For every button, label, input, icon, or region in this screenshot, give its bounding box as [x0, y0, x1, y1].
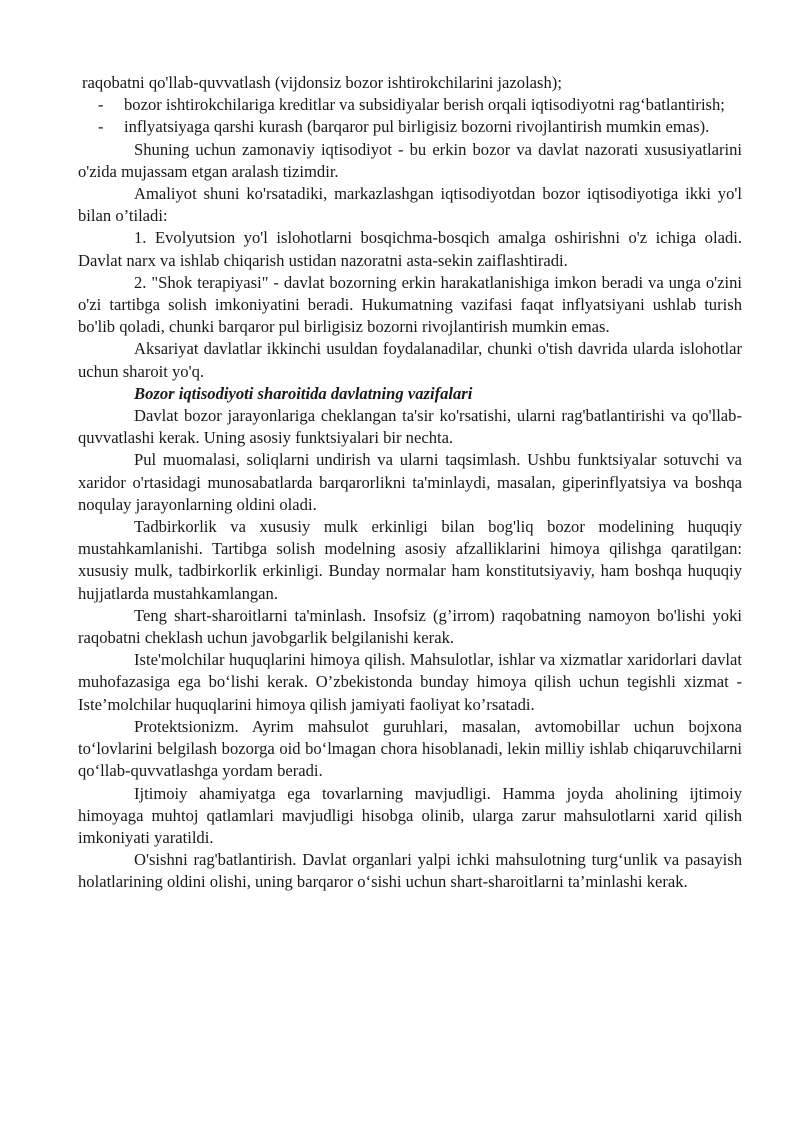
paragraph: Ijtimoiy ahamiyatga ega tovarlarning mavjudligi. Hamma joyda aholining ijtimoiy himoyaga muhtoj qatlamlari mavjudligi hisobga olinib, ularga zarur mahsulotlarni xarid qilish imkoniyati yaratildi.: [78, 783, 742, 847]
bullet-text: bozor ishtirokchilariga kreditlar va subsidiyalar berish orqali iqtisodiyotni rag‘batlantirish;: [124, 95, 725, 115]
paragraph: Davlat bozor jarayonlariga cheklangan ta'sir ko'rsatishi, ularni rag'batlantirishi va qo'llab-quvvatlashi kerak. Uning asosiy funktsiyalari bir nechta.: [78, 406, 742, 448]
paragraph: Protektsionizm. Ayrim mahsulot guruhlari, masalan, avtomobillar uchun bojxona to‘lovlarini belgilash bozorga oid bo‘lmagan chora hisoblanadi, lekin milliy ishlab chiqaruvchilarni qo‘llab-quvvatlashga yordam beradi.: [78, 716, 742, 781]
paragraph: 2. "Shok terapiyasi" - davlat bozorning erkin harakatlanishiga imkon beradi va unga o'zini o'zi tartibga solish imkoniyatini beradi. Hukumatning vazifasi faqat inflyatsiyani ushlab turish bo'lib qoladi, chunki barqaror pul birligisiz bozorni rivojlantirish mumkin emas.: [78, 272, 742, 337]
paragraph: Shuning uchun zamonaviy iqtisodiyot - bu erkin bozor va davlat nazorati xususiyatlarini o'zida mujassam etgan aralash tizimdir.: [78, 139, 742, 181]
bullet-item: [78, 94, 742, 116]
paragraph: Teng shart-sharoitlarni ta'minlash. Insofsiz (g’irrom) raqobatning namoyon bo'lishi yoki raqobatni cheklash uchun javobgarlik belgilanishi kerak.: [78, 605, 742, 648]
document-page: [78, 72, 742, 894]
paragraph: Amaliyot shuni ko'rsatadiki, markazlashgan iqtisodiyotdan bozor iqtisodiyotiga ikki yo'l bilan o’tiladi:: [78, 184, 742, 226]
paragraph: O'sishni rag'batlantirish. Davlat organlari yalpi ichki mahsulotning turg‘unlik va pasayish holatlarining oldini olishi, uning barqaror o‘sishi uchun shart-sharoitlarni ta’minlashi kerak.: [78, 850, 742, 892]
intro-line: raqobatni qo'llab-quvvatlash (vijdonsiz bozor ishtirokchilarini jazolash);: [82, 73, 562, 92]
paragraph: 1. Evolyutsion yo'l islohotlarni bosqichma-bosqich amalga oshirishni o'z ichiga oladi. Davlat narx va ishlab chiqarish ustidan nazoratni asta-sekin zaiflashtiradi.: [78, 228, 742, 270]
section-heading: Bozor iqtisodiyoti sharoitida davlatning vazifalari: [134, 383, 473, 403]
paragraph: Iste'molchilar huquqlarini himoya qilish. Mahsulotlar, ishlar va xizmatlar xaridorlari davlat muhofazasiga ega bo‘lishi kerak. O’zbekistonda bunday himoya qilish uchun tegishli xizmat - Iste’molchilar huquqlarini himoya qilish jamiyati faoliyat ko’rsatadi.: [78, 650, 742, 714]
bullet-dash: -: [98, 117, 104, 137]
bullet-item: [78, 116, 742, 138]
paragraph: Pul muomalasi, soliqlarni undirish va ularni taqsimlash. Ushbu funktsiyalar sotuvchi va xaridor o'rtasidagi munosabatlarda barqarorlikni ta'minlaydi, masalan, giperinflyatsiya va boshqa noqulay jarayonlarning oldini oladi.: [78, 450, 742, 514]
paragraph: Aksariyat davlatlar ikkinchi usuldan foydalanadilar, chunki o'tish davrida ularda islohotlar uchun sharoit yo'q.: [78, 339, 742, 381]
paragraph: Tadbirkorlik va xususiy mulk erkinligi bilan bog'liq bozor modelining huquqiy mustahkamlanishi. Tartibga solish modelning asosiy afzalliklarini himoya qilishga qaratilgan: xususiy mulk, tadbirkorlik erkinligi. Bunday normalar ham konstitutsiyaviy, ham boshqa huquqiy hujjatlarda mustahkamlangan.: [78, 517, 742, 603]
bullet-dash: -: [98, 95, 104, 115]
bullet-text: inflyatsiyaga qarshi kurash (barqaror pul birligisiz bozorni rivojlantirish mumkin emas).: [124, 117, 710, 137]
